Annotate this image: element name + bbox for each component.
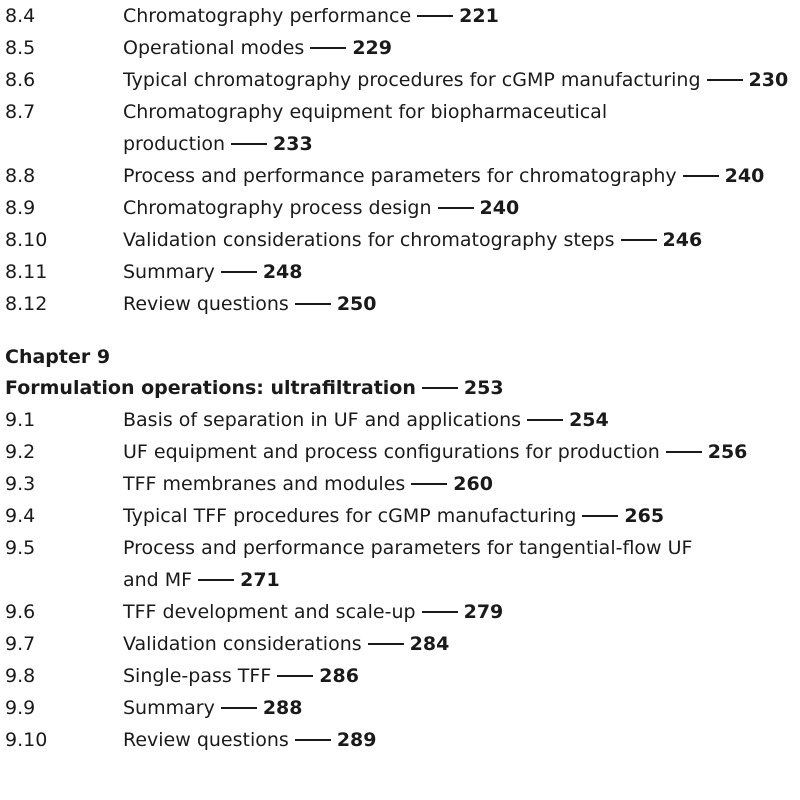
page-number: 288 <box>262 697 303 719</box>
section-title-line2: and MF <box>123 569 193 591</box>
toc-entry-9-9 <box>0 692 800 724</box>
toc-entry-8-11 <box>0 256 800 288</box>
toc-entry-9-4 <box>0 500 800 532</box>
page-number: 221 <box>459 5 499 27</box>
section-number: 9.8 <box>5 665 36 687</box>
page-number: 229 <box>352 37 392 59</box>
section-number: 9.2 <box>5 441 36 463</box>
leader-dash <box>231 143 267 145</box>
section-title: Chromatography process design <box>123 197 432 219</box>
toc-entry-8-7 <box>0 96 800 160</box>
section-title: Summary <box>123 261 215 283</box>
page-number: 284 <box>409 633 450 655</box>
chapter-9-block <box>0 342 800 756</box>
toc-entry-8-10 <box>0 224 800 256</box>
leader-dash <box>527 419 563 421</box>
chapter-title-text: Formulation operations: ultrafiltration <box>5 377 416 399</box>
section-title: Summary <box>123 697 215 719</box>
section-title: UF equipment and process configurations for production <box>123 441 660 463</box>
leader-dash <box>310 47 346 49</box>
section-number: 9.9 <box>5 697 36 719</box>
section-number: 8.10 <box>5 229 48 251</box>
section-number: 8.11 <box>5 261 48 283</box>
leader-dash <box>221 707 257 709</box>
page-number: 271 <box>240 569 280 591</box>
page-number: 250 <box>336 293 377 315</box>
page-number: 260 <box>453 473 493 495</box>
toc-entry-9-5 <box>0 532 800 596</box>
section-title: Chromatography equipment for biopharmaceutical <box>123 101 608 123</box>
section-title: Review questions <box>123 293 289 315</box>
page-number: 240 <box>724 165 765 187</box>
page-number: 240 <box>479 197 520 219</box>
toc-entry-9-2 <box>0 436 800 468</box>
section-number: 8.9 <box>5 197 36 219</box>
toc-entry-9-8 <box>0 660 800 692</box>
section-title: Typical chromatography procedures for cGMP manufacturing <box>123 69 701 91</box>
section-number: 9.7 <box>5 633 36 655</box>
leader-dash <box>417 15 453 17</box>
chapter-title <box>5 372 800 404</box>
leader-dash <box>438 207 474 209</box>
page-number: 286 <box>319 665 359 687</box>
section-title-line2: production <box>123 133 226 155</box>
section-title: Operational modes <box>123 37 305 59</box>
toc-entry-9-1 <box>0 404 800 436</box>
leader-dash <box>621 239 657 241</box>
section-number: 9.10 <box>5 729 48 751</box>
toc-entry-8-4 <box>0 0 800 32</box>
section-title: Review questions <box>123 729 289 751</box>
page-number: 233 <box>273 133 313 155</box>
toc-entry-8-12 <box>0 288 800 320</box>
chapter-label: Chapter 9 <box>5 346 111 368</box>
leader-dash <box>582 515 618 517</box>
page-number: 265 <box>624 505 665 527</box>
toc-entry-9-3 <box>0 468 800 500</box>
section-title: Typical TFF procedures for cGMP manufacturing <box>123 505 577 527</box>
page-number: 230 <box>748 69 789 91</box>
page-number: 279 <box>463 601 504 623</box>
section-number: 8.4 <box>5 5 36 27</box>
leader-dash <box>368 643 404 645</box>
section-title: Chromatography performance <box>123 5 412 27</box>
section-number: 9.3 <box>5 473 36 495</box>
section-number: 9.1 <box>5 409 36 431</box>
toc-entry-8-5 <box>0 32 800 64</box>
leader-dash <box>198 579 234 581</box>
section-title: Single-pass TFF <box>123 665 272 687</box>
toc-entry-9-6 <box>0 596 800 628</box>
section-number: 8.6 <box>5 69 36 91</box>
toc-entry-8-9 <box>0 192 800 224</box>
leader-dash <box>277 675 313 677</box>
section-number: 8.5 <box>5 37 36 59</box>
section-number: 9.5 <box>5 537 36 559</box>
toc-entry-9-10 <box>0 724 800 756</box>
page-number: 246 <box>662 229 703 251</box>
section-title: Validation considerations for chromatography steps <box>123 229 615 251</box>
section-title: Process and performance parameters for chromatography <box>123 165 677 187</box>
toc-entry-8-6 <box>0 64 800 96</box>
toc-entry-8-8 <box>0 160 800 192</box>
chapter-page-number: 253 <box>463 377 504 399</box>
leader-dash <box>707 79 743 81</box>
section-title: TFF membranes and modules <box>123 473 406 495</box>
page-number: 289 <box>336 729 377 751</box>
section-title: TFF development and scale-up <box>123 601 416 623</box>
section-number: 8.12 <box>5 293 48 315</box>
section-title: Basis of separation in UF and applications <box>123 409 522 431</box>
section-title: Process and performance parameters for tangential-flow UF <box>123 537 693 559</box>
leader-dash <box>295 739 331 741</box>
section-number: 8.8 <box>5 165 36 187</box>
section-number: 9.6 <box>5 601 36 623</box>
page-number: 256 <box>707 441 748 463</box>
section-title: Validation considerations <box>123 633 362 655</box>
leader-dash <box>295 303 331 305</box>
leader-dash <box>683 175 719 177</box>
page-number: 248 <box>262 261 303 283</box>
page-number: 254 <box>569 409 609 431</box>
chapter-8-section-list <box>0 0 800 320</box>
leader-dash <box>422 387 458 389</box>
section-number: 8.7 <box>5 101 36 123</box>
leader-dash <box>666 451 702 453</box>
toc-entry-9-7 <box>0 628 800 660</box>
leader-dash <box>221 271 257 273</box>
section-number: 9.4 <box>5 505 36 527</box>
leader-dash <box>422 611 458 613</box>
leader-dash <box>411 483 447 485</box>
